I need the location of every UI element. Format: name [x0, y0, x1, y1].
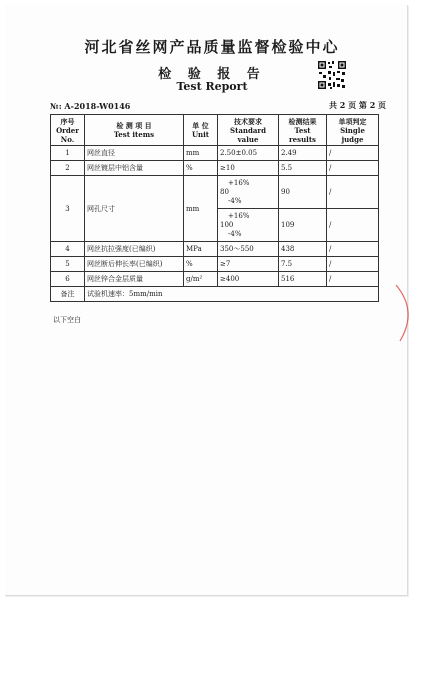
header-unit: 单 位 Unit: [184, 115, 218, 146]
page-info: 共 2 页 第 2 页: [329, 100, 387, 110]
table-row: 2 网丝镀层中铝含量 % ≥10 5.5 /: [51, 161, 379, 176]
standard-subcell: +16% 80 -4%: [218, 176, 279, 209]
test-results-table: [50, 114, 379, 302]
report-title-en: Test Report: [176, 80, 248, 93]
blank-below-note: 以下空白: [53, 316, 81, 324]
header-results: 检测结果 Test results: [279, 115, 327, 146]
table-row: 6 网丝锌合金层质量 g/m² ≥400 516 /: [51, 272, 379, 287]
header-judge: 单项判定 Single judge: [327, 115, 379, 146]
remark-label: 备注: [51, 287, 85, 302]
table-row: 3 网孔尺寸 mm +16% 80 -4% 90 /: [51, 176, 379, 209]
standard-subcell: +16% 100 -4%: [218, 209, 279, 242]
remark-row: [51, 287, 379, 302]
remark-text: 试验机速率：5mm/min: [85, 287, 379, 302]
table-row: +16% 100 -4% 109 /: [51, 209, 379, 242]
organization-title: 河北省丝网产品质量监督检验中心: [84, 38, 340, 56]
header-order: 序号 Order No.: [51, 115, 85, 146]
header-test-items: 检 测 项 目 Test items: [85, 115, 184, 146]
header-standard: 技术要求 Standard value: [218, 115, 279, 146]
report-number: №: A-2018-W0146: [50, 101, 131, 111]
table-row: 4 网丝抗拉强度(已编织) MPa 350～550 438 /: [51, 242, 379, 257]
report-title-cn: 检 验 报 告: [158, 67, 266, 82]
qr-code-icon: [317, 60, 347, 90]
seal-edge-mark: [392, 283, 422, 343]
table-row: 1 网丝直径 mm 2.50±0.05 2.49 /: [51, 146, 379, 161]
table-header-row: [51, 115, 379, 146]
table-row: 5 网丝断后伸长率(已编织) % ≥7 7.5 /: [51, 257, 379, 272]
